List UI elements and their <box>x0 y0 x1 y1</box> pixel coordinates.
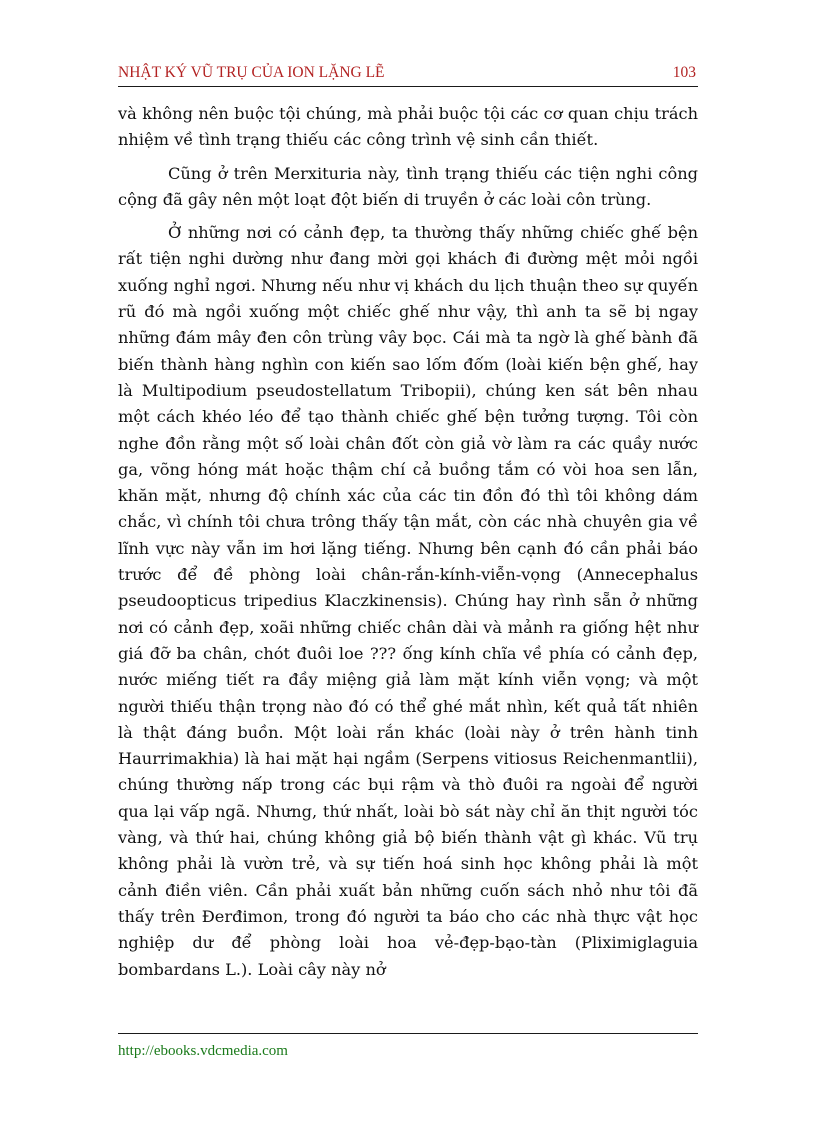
footer-divider <box>118 1033 698 1034</box>
paragraph-3: Ở những nơi có cảnh đẹp, ta thường thấy những chiếc ghế bện rất tiện nghi dường như đang mời gọi khách đi đường mệt mỏi ngồi xuống nghỉ ngơi. Nhưng nếu như vị khách du lịch thuận theo sự quyến rũ đó mà ngồi xuống một chiếc ghế như vậy, thì anh ta sẽ bị ngay những đám mây đen côn trùng vây bọc. Cái mà ta ngờ là ghế bành đã biến thành hàng nghìn con kiến sao lốm đốm (loài kiến bện ghế, hay là Multipodium pseudostellatum Tribopii), chúng ken sát bên nhau một cách khéo léo để tạo thành chiếc ghế bện tưởng tượng. Tôi còn nghe đồn rằng một số loài chân đốt còn giả vờ làm ra các quầy nước ga, võng hóng mát hoặc thậm chí cả buồng tắm có vòi hoa sen lẫn, khăn mặt, nhưng độ chính xác của các tin đồn đó thì tôi không dám chắc, vì chính tôi chưa trông thấy tận mắt, còn các nhà chuyên gia về lĩnh vực này vẫn im hơi lặng tiếng. Nhưng bên cạnh đó cần phải báo trước để đề phòng loài chân-rắn-kính-viễn-vọng (Annecephalus pseudoopticus tripedius Klaczkinensis). Chúng hay rình sẵn ở những nơi có cảnh đẹp, xoãi những chiếc chân dài và mảnh ra giống hệt như giá đỡ ba chân, chót đuôi loe ??? ống kính chĩa về phía có cảnh đẹp, nước miếng tiết ra đầy miệng giả làm mặt kính viễn vọng; và một người thiếu thận trọng nào đó có thể ghé mắt nhìn, kết quả tất nhiên là thật đáng buồn. Một loài rắn khác (loài này ở trên hành tinh Haurrimakhia) là hai mặt hại ngầm (Serpens vitiosus Reichenmantlii), chúng thường nấp trong các bụi rậm và thò đuôi ra ngoài để người qua lại vấp ngã. Nhưng, thứ nhất, loài bò sát này chỉ ăn thịt người tóc vàng, và thứ hai, chúng không giả bộ biến thành vật gì khác. Vũ trụ không phải là vườn trẻ, và sự tiến hoá sinh học không phải là một cảnh điền viên. Cần phải xuất bản những cuốn sách nhỏ như tôi đã thấy trên Đerđimon, trong đó người ta báo cho các nhà thực vật học nghiệp dư để phòng loài hoa vẻ-đẹp-bạo-tàn (Pliximiglaguia bombardans L.). Loài cây này nở <box>118 223 698 979</box>
footer-url-link[interactable]: http://ebooks.vdcmedia.com <box>118 1043 288 1059</box>
page-body <box>118 101 698 990</box>
page-number: 103 <box>672 64 696 81</box>
book-title: NHẬT KÝ VŨ TRỤ CỦA ION LẶNG LẼ <box>118 64 385 81</box>
paragraph-2: Cũng ở trên Merxituria này, tình trạng thiếu các tiện nghi công cộng đã gây nên một loạt đột biến di truyền ở các loài côn trùng. <box>118 163 698 209</box>
paragraph-1: và không nên buộc tội chúng, mà phải buộc tội các cơ quan chịu trách nhiệm về tình trạng thiếu các công trình vệ sinh cần thiết. <box>118 104 698 150</box>
page-header <box>118 62 698 87</box>
